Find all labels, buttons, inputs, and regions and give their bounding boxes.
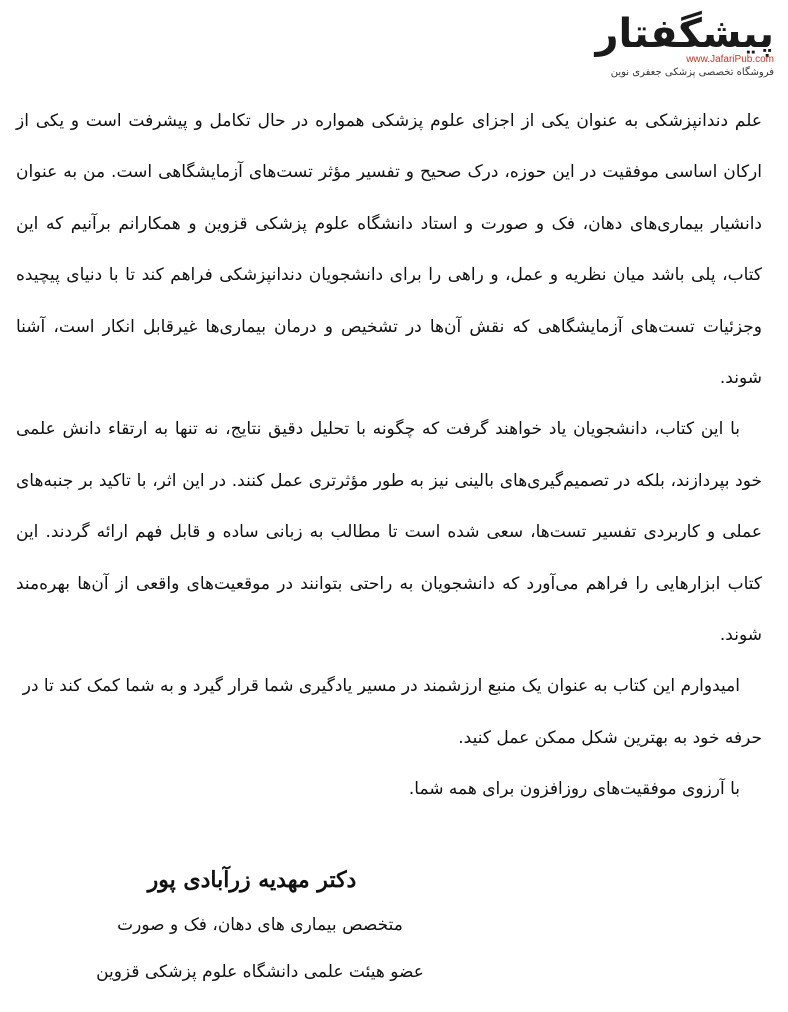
signature-block (0, 858, 520, 996)
logo-url: www.JafariPub.com (686, 54, 774, 65)
paragraph-2: با این کتاب، دانشجویان یاد خواهند گرفت که چگونه با تحلیل دقیق نتایج، نه تنها به ارتقاء دانش علمی خود بپردازند، بلکه در تصمیم‌گیری‌های بالینی نیز به طور مؤثرتری عمل کنند. در این اثر، با تاکید بر جنبه‌های عملی و کاربردی تفسیر تست‌ها، سعی شده است تا مطالب به زبانی ساده و قابل فهم ارائه گردند. این کتاب ابزارهایی را فراهم می‌آورد که دانشجویان به راحتی بتوانند در موقعیت‌های واقعی از آن‌ها بهره‌مند شوند. (16, 419, 762, 646)
author-name: دکتر مهدیه زرآبادی پور (147, 867, 357, 893)
paragraph-3: امیدوارم این کتاب به عنوان یک منبع ارزشمند در مسیر یادگیری شما قرار گیرد و به شما کمک کند تا در حرفه خود به بهترین شکل ممکن عمل کنید. (22, 676, 762, 748)
author-title: متخصص بیماری های دهان، فک و صورت (117, 915, 403, 935)
logo-tagline: فروشگاه تخصصی پزشکی جعفری نوین (610, 67, 774, 78)
paragraph-4: با آرزوی موفقیت‌های روزافزون برای همه شما. (408, 779, 740, 800)
author-affiliation: عضو هیئت علمی دانشگاه علوم پزشکی قزوین (96, 962, 424, 982)
paragraph-1: علم دندانپزشکی به عنوان یکی از اجزای علوم پزشکی همواره در حال تکامل و پیشرفت است و یکی از ارکان اساسی موفقیت در این حوزه، درک صحیح و تفسیر مؤثر تست‌های آزمایشگاهی است. من به عنوان دانشیار بیماری‌های دهان، فک و صورت و استاد دانشگاه علوم پزشکی قزوین و همکارانم برآنیم که این کتاب، پلی باشد میان نظریه و عمل، و راهی را برای دانشجویان دندانپزشکی فراهم کند تا با دنیای پیچیده وجزئیات تست‌های آزمایشگاهی که نقش آن‌ها در تشخیص و درمان بیماری‌ها غیرقابل انکار است، آشنا شوند. (16, 111, 762, 389)
preface-body (16, 96, 762, 816)
publisher-logo (564, 10, 774, 102)
logo-title: پیشگفتار (595, 11, 774, 57)
